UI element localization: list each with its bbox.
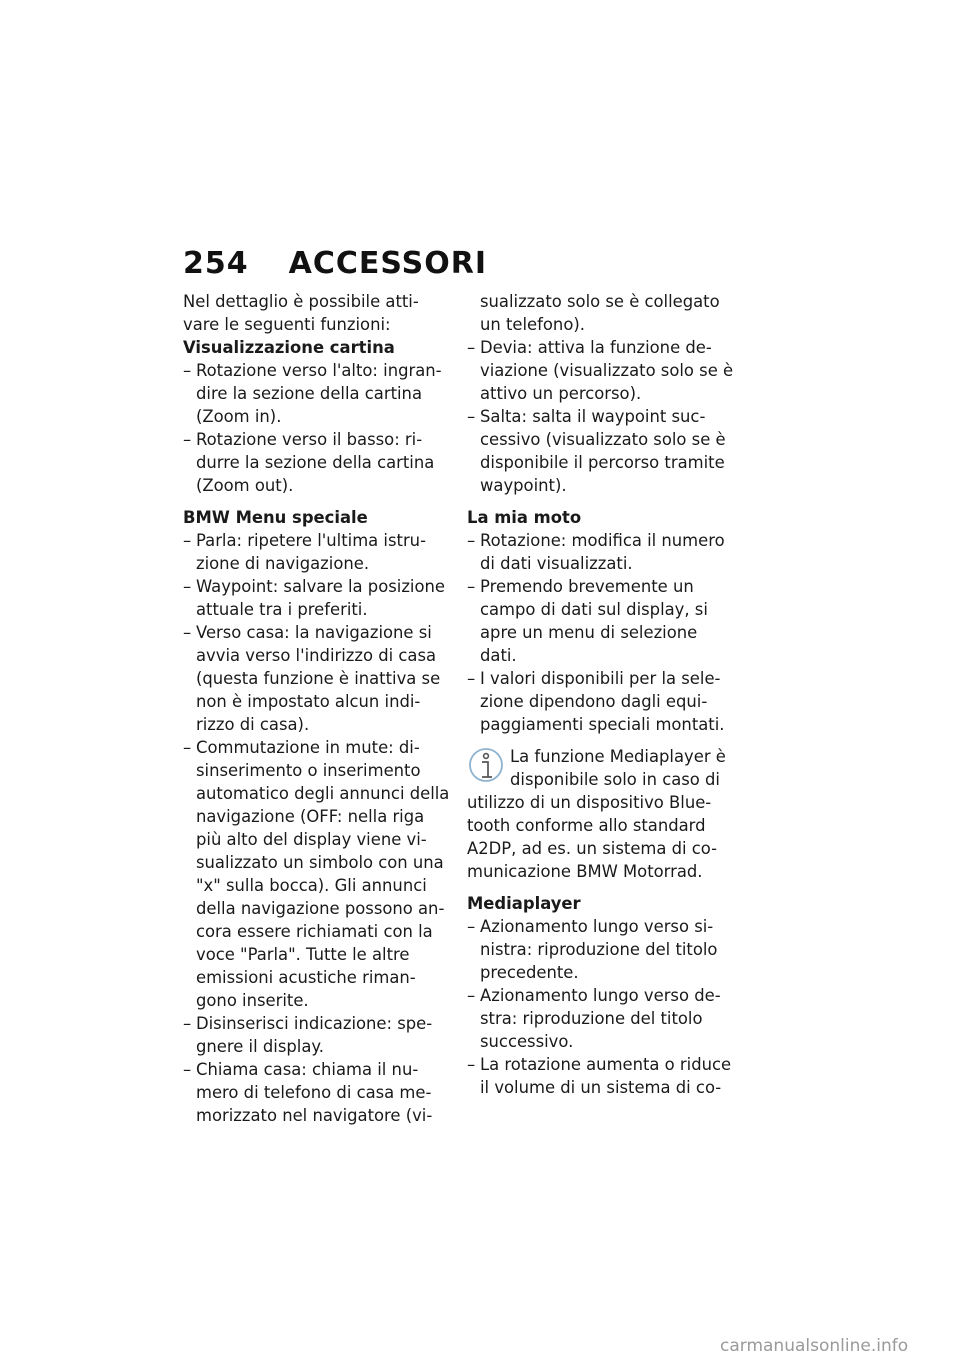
list-item: – Devia: attiva la funzione de- viazione (visualizzato solo se è attivo un percorso). — [467, 338, 734, 403]
list-item: – Parla: ripetere l'ultima istru- zione di navigazione. — [183, 531, 426, 573]
bullet-list — [183, 359, 455, 497]
right-column — [467, 290, 739, 1099]
list-item: – La rotazione aumenta o riduce il volume di un sistema di co- — [467, 1055, 732, 1097]
list-item: – I valori disponibili per la sele- zione dipendono dagli equi- paggiamenti speciali montati. — [467, 669, 725, 734]
section-heading: BMW Menu speciale — [183, 508, 368, 527]
intro-line: vare le seguenti funzioni: — [183, 315, 391, 334]
list-item: – Waypoint: salvare la posizione attuale tra i preferiti. — [183, 577, 445, 619]
list-item: – Disinserisci indicazione: spe- gnere il display. — [183, 1014, 433, 1056]
bullet-list — [183, 529, 455, 1127]
list-item: – Premendo brevemente un campo di dati sul display, si apre un menu di selezione dati. — [467, 577, 708, 665]
intro-line: Nel dettaglio è possibile atti- — [183, 292, 419, 311]
list-item: – Salta: salta il waypoint suc- cessivo (visualizzato solo se è disponibile il percorso tramite waypoint). — [467, 407, 726, 495]
list-item: – Rotazione verso il basso: ri- durre la sezione della cartina (Zoom out). — [183, 430, 435, 495]
list-item: – Rotazione verso l'alto: ingran- dire la sezione della cartina (Zoom in). — [183, 361, 442, 426]
list-item: – Rotazione: modifica il numero di dati visualizzati. — [467, 531, 725, 573]
bullet-list — [467, 915, 739, 1099]
list-item-continuation: sualizzato solo se è collegato un telefono). — [480, 292, 720, 334]
info-note: La funzione Mediaplayer è disponibile solo in caso di utilizzo di un dispositivo Blue- tooth conforme allo standard A2DP, ad es. un sistema di co- municazione BMW Motorrad. — [467, 747, 726, 881]
left-column — [183, 290, 455, 1127]
page-header — [183, 246, 487, 281]
info-icon — [467, 747, 505, 791]
section-heading: Visualizzazione cartina — [183, 338, 395, 357]
list-item: – Commutazione in mute: di- sinserimento o inserimento automatico degli annunci della navigazione (OFF: nella riga più alto del display viene vi- sualizzato un simbolo con una "x" sulla bocca). Gli annunci della navigazione possono an- cora essere richiamati con la voce "Parla". Tutte le altre emissioni acustiche riman- gono inserite. — [183, 738, 450, 1010]
list-item: – Chiama casa: chiama il nu- mero di telefono di casa me- morizzato nel navigatore (vi- — [183, 1060, 433, 1125]
list-item: – Azionamento lungo verso de- stra: riproduzione del titolo successivo. — [467, 986, 721, 1051]
section-heading: La mia moto — [467, 508, 582, 527]
bullet-list — [467, 336, 739, 497]
list-item: – Azionamento lungo verso si- nistra: riproduzione del titolo precedente. — [467, 917, 718, 982]
page-number: 254 — [183, 246, 249, 281]
list-item: – Verso casa: la navigazione si avvia verso l'indirizzo di casa (questa funzione è inattiva se non è impostato alcun indi- rizzo di casa). — [183, 623, 441, 734]
page-title: ACCESSORI — [288, 246, 487, 281]
bullet-list — [467, 529, 739, 736]
watermark: carmanualsonline.info — [720, 1336, 909, 1356]
section-heading: Mediaplayer — [467, 894, 581, 913]
